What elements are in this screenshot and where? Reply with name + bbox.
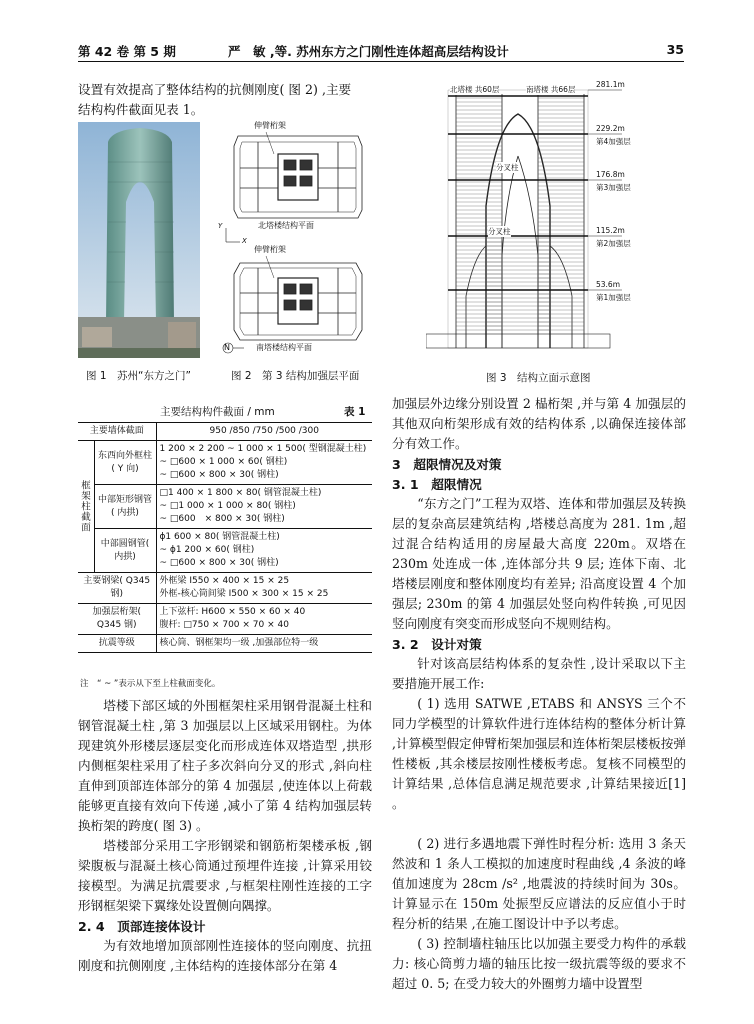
list-item-3: ( 3) 控制墙柱轴压比以加强主要受力构件的承载力: 核心筒剪力墙的轴压比按一级抗震等级的要求不超过 0. 5; 在受力较大的外圈剪力墙中设置型 [392,936,686,991]
fig3-level-label: 第4加强层 [596,137,631,146]
fig2-north-arrow: N [224,343,230,352]
fig3-split-column-upper: 分叉柱 [496,163,519,172]
table1-truss-label: 加强层桁架( Q345 钢) [78,604,156,635]
paragraph-truss: 加强层外边缘分别设置 2 榀桁架 ,并与第 4 加强层的其他双向桁架形成有效的结构体系 ,以确保连接体部分有效工作。 [392,396,686,451]
fig3-level-elev: 53.6m [596,280,621,289]
table1-seismic-value: 核心筒、钢框架均一级 ,加强部位特一级 [156,635,372,653]
table1-note: 注 “ ~ ”表示从下至上柱截面变化。 [80,679,221,689]
fig3-level-elev: 176.8m [596,170,625,179]
table1 [78,422,372,653]
fig3-south-tower: 南塔楼 共66层 [526,85,576,94]
table1-group-cell [78,441,94,573]
table1-number: 表 1 [344,406,366,418]
section-3-1-heading: 3. 1 超限情况 [392,477,482,492]
table1-truss-values: 上下弦杆: H600 × 550 × 60 × 40 腹杆: □750 × 700 × 70 × 40 [156,604,372,635]
journal-volume-issue: 第 42 卷 第 5 期 [78,44,176,59]
fig3-caption: 图 3 结构立面示意图 [486,372,591,384]
fig3-north-tower: 北塔楼 共60层 [450,85,500,94]
fig3-elevation [426,80,688,362]
fig3-level-label: 第1加强层 [596,293,631,302]
table1-row-label: 东西向外框柱( Y 向) [94,441,156,485]
table1-title: 主要结构构件截面 / mm [160,406,275,418]
fig2-top-title: 北塔楼结构平面 [258,221,314,230]
table1-row-label: 中部矩形钢管( 内拱) [94,485,156,529]
list-item-2: ( 2) 进行多遇地震下弹性时程分析: 选用 3 条天然波和 1 条人工模拟的加速度时程曲线 ,4 条波的峰值加速度为 28cm /s² ,地震波的持续时间为 30s。计算显示在 150m 处振型反应谱法的反应值小于时程分析的结果 ,在施工图设计中予以考虑。 [392,836,686,931]
article-authors-title: 严 敏 ,等. 苏州东方之门刚性连体超高层结构设计 [228,44,509,59]
fig1-caption: 图 1 苏州“东方之门” [86,370,191,382]
page-number: 35 [666,42,684,57]
running-header [78,40,684,62]
fig3-level-elev: 115.2m [596,226,625,235]
fig3-level-label: 第3加强层 [596,183,631,192]
fig2-plans [218,118,378,363]
fig3-split-column-lower: 分叉柱 [488,227,511,236]
fig3-level-elev: 229.2m [596,124,625,133]
fig2-top-label: 伸臂桁架 [254,121,286,130]
table1-row-label: 中部圆钢管( 内拱) [94,529,156,573]
table1-row-values: ϕ1 600 × 80( 钢管混凝土柱) ~ ϕ1 200 × 60( 钢柱) ~ □600 × 800 × 30( 钢柱) [156,529,372,573]
section-2-4-heading: 2. 4 顶部连接体设计 [78,919,206,934]
fig1-photo [78,122,200,358]
table1-header-value: 950 /850 /750 /500 /300 [156,423,372,441]
intro-text: 设置有效提高了整体结构的抗侧刚度( 图 2) ,主要 结构构件截面见表 1。 [78,82,352,117]
paragraph-3-2: 针对该高层结构体系的复杂性 ,设计采取以下主要措施开展工作: [392,656,686,691]
table1-row-values: 1 200 × 2 200 ~ 1 000 × 1 500( 型钢混凝土柱) ~ □600 × 1 000 × 60( 钢柱) ~ □600 × 800 × 30( 钢柱) [156,441,372,485]
table1-seismic-label: 抗震等级 [78,635,156,653]
fig3-level-label: 第2加强层 [596,239,631,248]
paragraph-2-4: 为有效地增加顶部刚性连接体的竖向刚度、抗扭刚度和抗侧刚度 ,主体结构的连接体部分在第 4 [78,938,372,973]
table1-group-label: 框架柱截面 [79,480,90,533]
table1-header-label: 主要墙体截面 [78,423,156,441]
fig2-axis-y: Y [218,222,223,230]
fig2-bottom-label: 伸臂桁架 [254,245,286,254]
fig2-caption: 图 2 第 3 结构加强层平面 [231,370,360,382]
table1-row-values: □1 400 × 1 800 × 80( 钢管混凝土柱) ~ □1 000 × 1 000 × 80( 钢柱) ~ □600 × 800 × 30( 钢柱) [156,485,372,529]
fig2-axis-x: X [242,237,247,245]
fig2-bottom-title: 南塔楼结构平面 [256,343,312,352]
paragraph-beams: 塔楼部分采用工字形钢梁和钢筋桁架楼承板 ,钢梁腹板与混凝土核心筒通过预埋件连接 ,计算采用铰接模型。为满足抗震要求 ,与框架柱刚性连接的工字形钢框架梁下翼缘处设置侧向隅撑。 [78,838,372,913]
fig3-level-elev: 281.1m [596,80,625,89]
table1-beam-values: 外框梁 I550 × 400 × 15 × 25 外框-核心筒间梁 I500 × 300 × 15 × 25 [156,573,372,604]
table1-beam-label: 主要钢梁( Q345 钢) [78,573,156,604]
paragraph-3-1: “东方之门”工程为双塔、连体和带加强层及转换层的复杂高层建筑结构 ,塔楼总高度为 281. 1m ,超过混合结构适用的房屋最大高度 220m。双塔在 230m 处连成一体 ,连体部分共 9 层; 连体下南、北塔楼层刚度和整体刚度均有差异; 沿高度设置 4 个加强层; 230m 的第 4 加强层处竖向构件转换 ,可见因竖向刚度有突变而形成竖向不规则结构。 [392,496,686,631]
section-3-heading: 3 超限情况及对策 [392,457,502,472]
paragraph-columns: 塔楼下部区域的外围框架柱采用钢骨混凝土柱和钢管混凝土柱 ,第 3 加强层以上区域采用钢柱。为体现建筑外形楼层逐层变化而形成连体双塔造型 ,拱形内侧框架柱采用了柱子多次斜向分叉的形式 ,斜向柱直伸到顶部连体部分的第 4 加强层 ,使连体以上荷载能够更直接有效向下传递 ,减小了第 4 结构加强层转换桁架的跨度( 图 3) 。 [78,698,372,833]
list-item-1: ( 1) 选用 SATWE ,ETABS 和 ANSYS 三个不同力学模型的计算软件进行连体结构的整体分析计算 ,计算模型假定伸臂桁架加强层和连体桁架层楼板按弹性楼板 ,其余楼层按刚性楼板考虑。复核不同模型的计算结果 ,总体信息满足规范要求 ,计算结果接近[1] 。 [392,696,686,811]
section-3-2-heading: 3. 2 设计对策 [392,637,482,652]
